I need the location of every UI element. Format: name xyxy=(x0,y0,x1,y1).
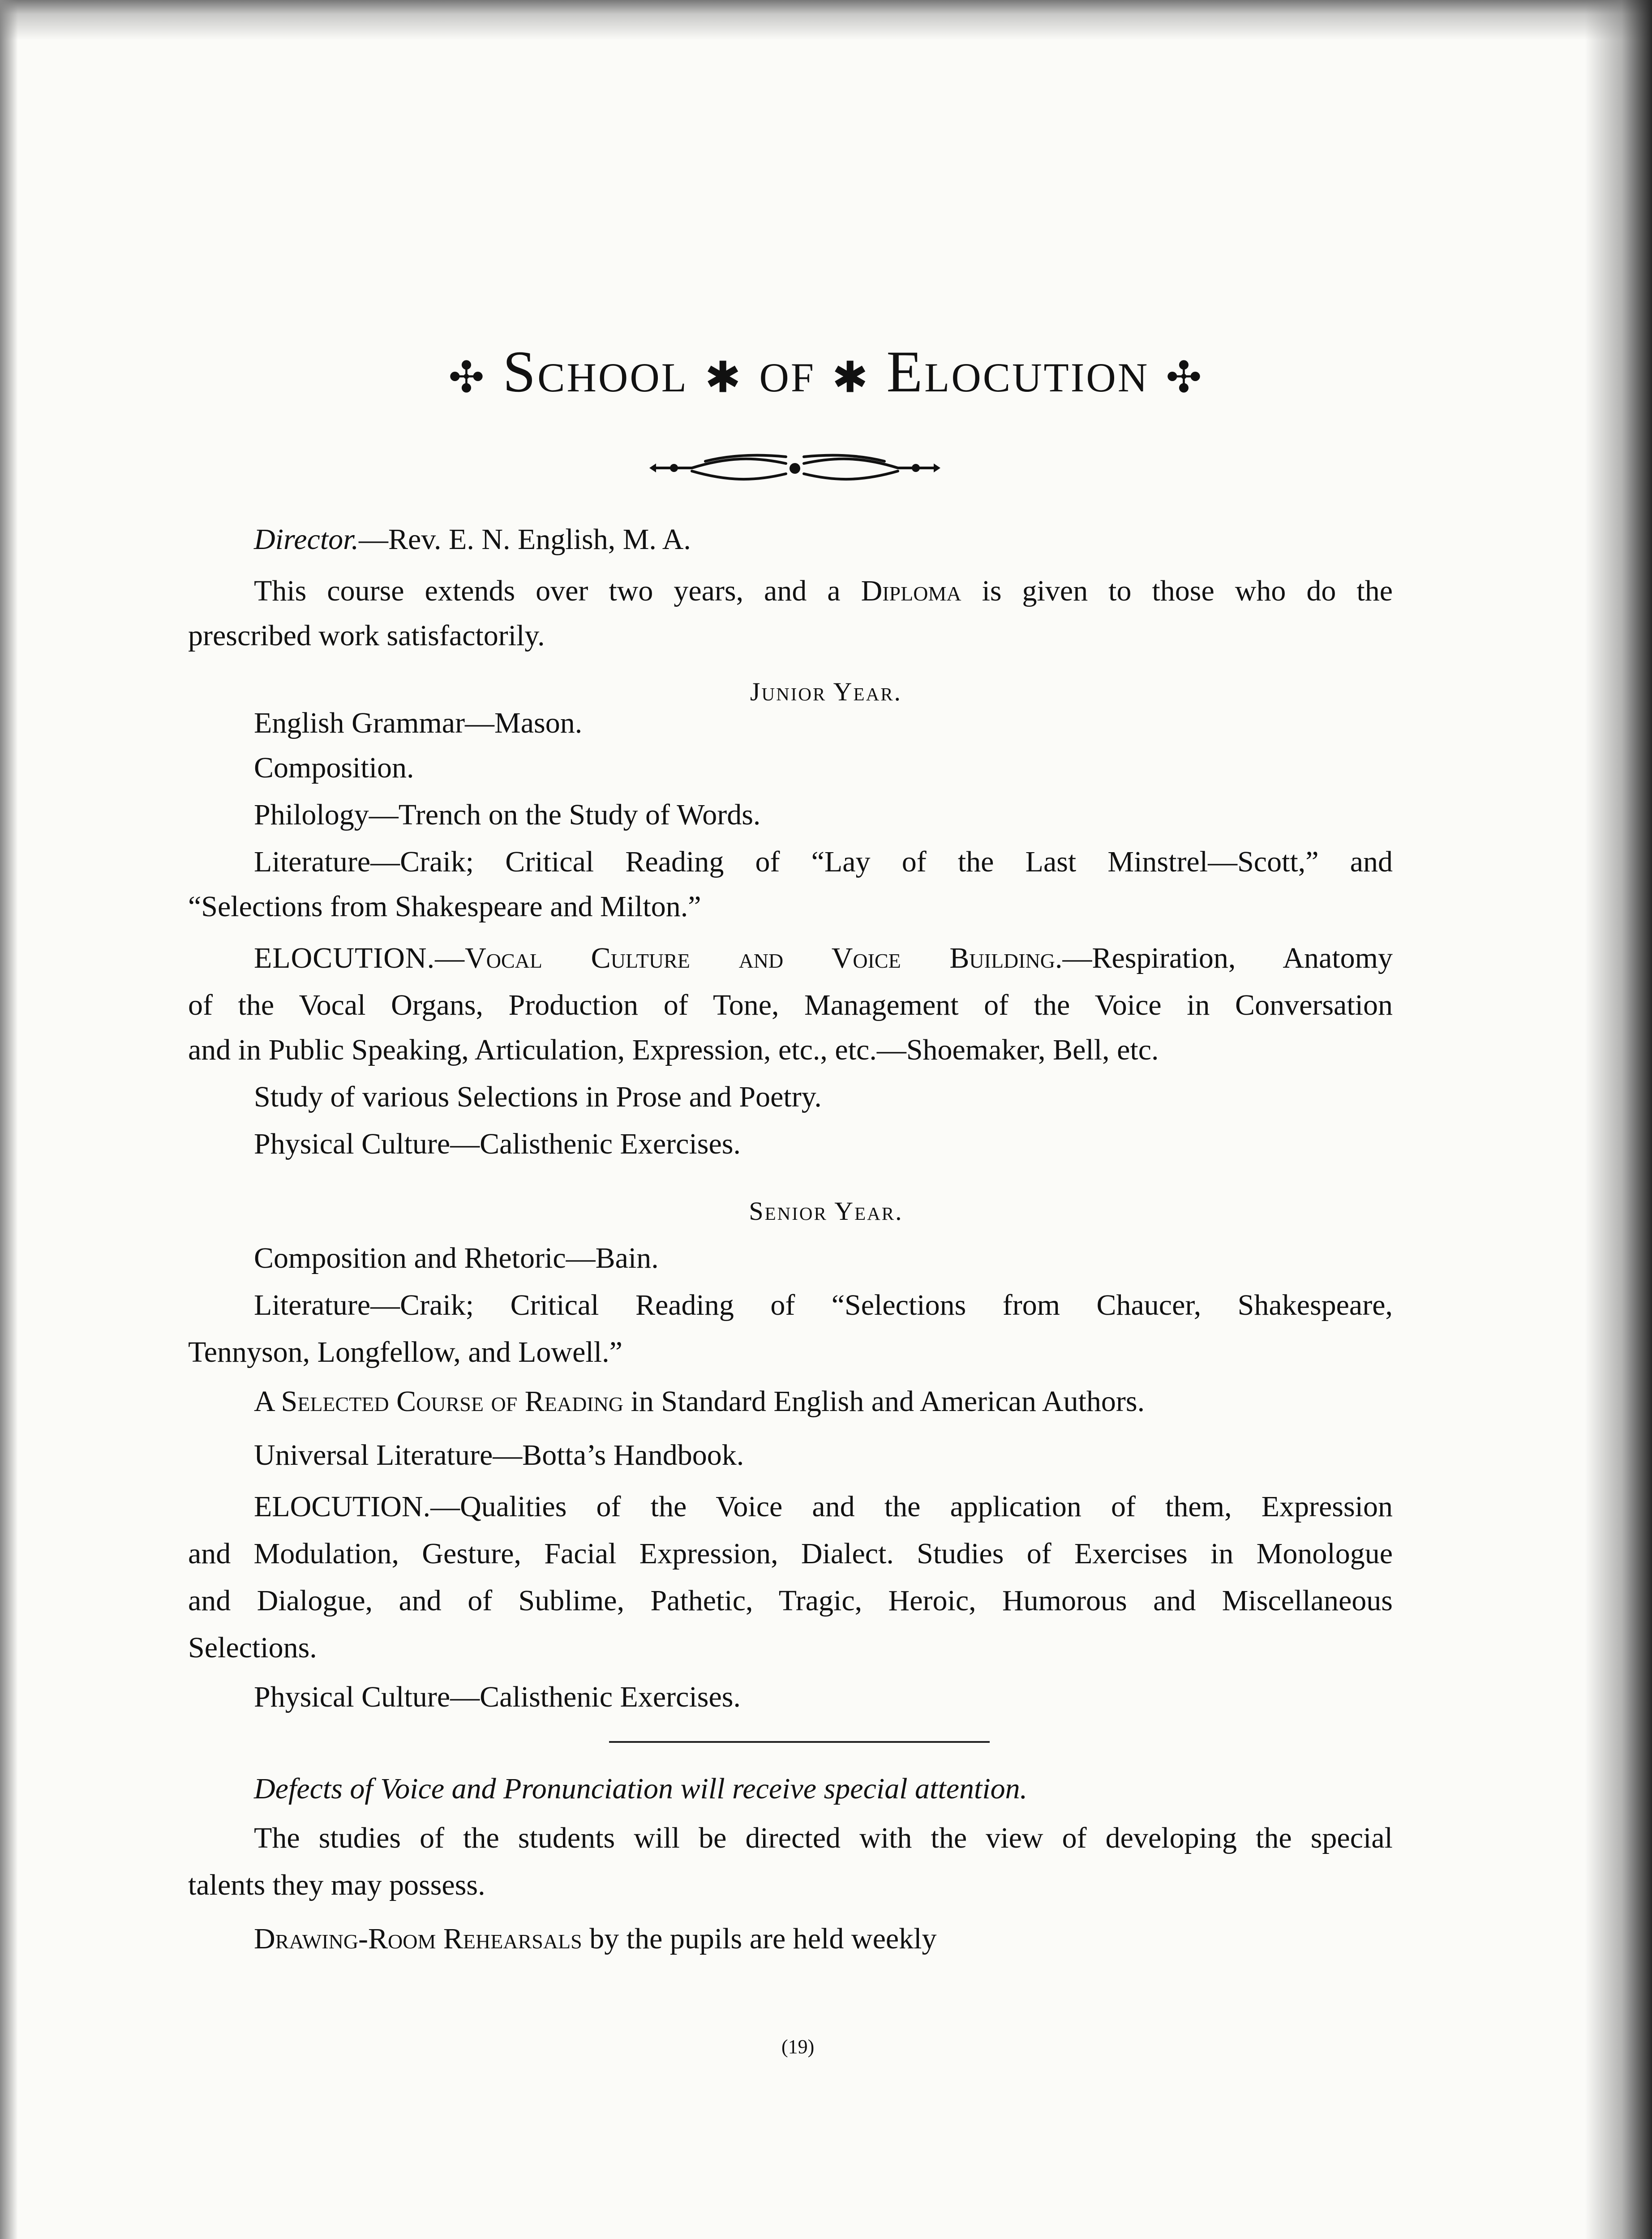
junior-study: Study of various Selections in Prose and Poetry. xyxy=(254,1081,822,1113)
junior-english-grammar: English Grammar—Mason. xyxy=(254,707,583,739)
senior-year-heading: Senior Year. xyxy=(749,1197,903,1226)
director-name: —Rev. E. N. English, M. A. xyxy=(359,523,691,556)
junior-elocution-line-2: of the Vocal Organs, Production of Tone, Management of the Voice in Conversation xyxy=(188,989,1393,1021)
intro-text: is given to those who do the xyxy=(961,575,1393,607)
selected-course-term: A Selected Course of Reading xyxy=(254,1385,624,1418)
junior-elocution-line-3: and in Public Speaking, Articulation, Expression, etc., etc.—Shoemaker, Bell, etc. xyxy=(188,1034,1159,1066)
junior-physical-culture: Physical Culture—Calisthenic Exercises. xyxy=(254,1128,741,1160)
junior-philology: Philology—Trench on the Study of Words. xyxy=(254,798,761,831)
scan-edge-left xyxy=(0,0,18,2239)
junior-elocution-line-1 xyxy=(254,940,1393,976)
director-label: Director. xyxy=(254,523,359,556)
vocal-culture-term: Vocal Culture and Voice Building. xyxy=(465,942,1063,974)
page-number: (19) xyxy=(781,2036,815,2058)
title-word-school: School xyxy=(502,339,688,404)
senior-literature-line-2: Tennyson, Longfellow, and Lowell.” xyxy=(188,1336,622,1368)
senior-elocution-line-2: and Modulation, Gesture, Facial Expression, Dialect. Studies of Exercises in Monologue xyxy=(188,1537,1393,1570)
senior-elocution-line-4: Selections. xyxy=(188,1631,317,1664)
section-divider xyxy=(609,1741,990,1743)
defects-note: Defects of Voice and Pronunciation will receive special attention. xyxy=(254,1772,1028,1805)
scan-edge-top xyxy=(0,0,1652,40)
junior-composition: Composition. xyxy=(254,751,414,784)
drawing-room-text: by the pupils are held weekly xyxy=(582,1922,937,1955)
studies-note-line-1: The studies of the students will be directed with the view of developing the special xyxy=(254,1822,1393,1854)
intro-line-1 xyxy=(254,573,1393,609)
junior-literature-line-2: “Selections from Shakespeare and Milton.” xyxy=(188,890,701,923)
title-ornament-right-icon: ✣ xyxy=(1166,353,1204,402)
intro-line-2: prescribed work satisfactorily. xyxy=(188,619,545,652)
junior-literature-line-1: Literature—Craik; Critical Reading of “Lay of the Last Minstrel—Scott,” and xyxy=(254,845,1393,878)
junior-year-heading: Junior Year. xyxy=(750,677,902,706)
drawing-room-term: Drawing-Room Rehearsals xyxy=(254,1922,582,1955)
scan-edge-right xyxy=(1585,0,1652,2239)
title-ornament-left-icon: ✣ xyxy=(448,353,486,402)
title-word-elocution: Elocution xyxy=(886,339,1150,404)
elocution-label: ELOCUTION.— xyxy=(254,942,465,974)
senior-physical-culture: Physical Culture—Calisthenic Exercises. xyxy=(254,1681,741,1713)
elocution-text: —Respiration, Anatomy xyxy=(1062,942,1393,974)
senior-universal-literature: Universal Literature—Botta’s Handbook. xyxy=(254,1439,744,1471)
director-line xyxy=(254,522,691,558)
asterisk-ornament-icon: ✱ xyxy=(705,353,743,402)
senior-selected-reading xyxy=(254,1384,1145,1420)
asterisk-ornament-icon: ✱ xyxy=(832,353,870,402)
studies-note-line-2: talents they may possess. xyxy=(188,1869,485,1901)
senior-literature-line-1: Literature—Craik; Critical Reading of “Selections from Chaucer, Shakespeare, xyxy=(254,1289,1393,1321)
selected-course-text: in Standard English and American Authors. xyxy=(623,1385,1145,1418)
drawing-room-note xyxy=(254,1921,937,1957)
title-word-of: of xyxy=(759,339,816,404)
diploma-term: Diploma xyxy=(861,575,961,607)
page-title xyxy=(0,338,1652,412)
senior-composition: Composition and Rhetoric—Bain. xyxy=(254,1242,659,1274)
intro-text: This course extends over two years, and a xyxy=(254,575,861,607)
flourish-divider-icon xyxy=(638,443,952,493)
senior-elocution-line-1: ELOCUTION.—Qualities of the Voice and the application of them, Expression xyxy=(254,1490,1393,1523)
senior-elocution-line-3: and Dialogue, and of Sublime, Pathetic, Tragic, Heroic, Humorous and Miscellaneous xyxy=(188,1584,1393,1617)
